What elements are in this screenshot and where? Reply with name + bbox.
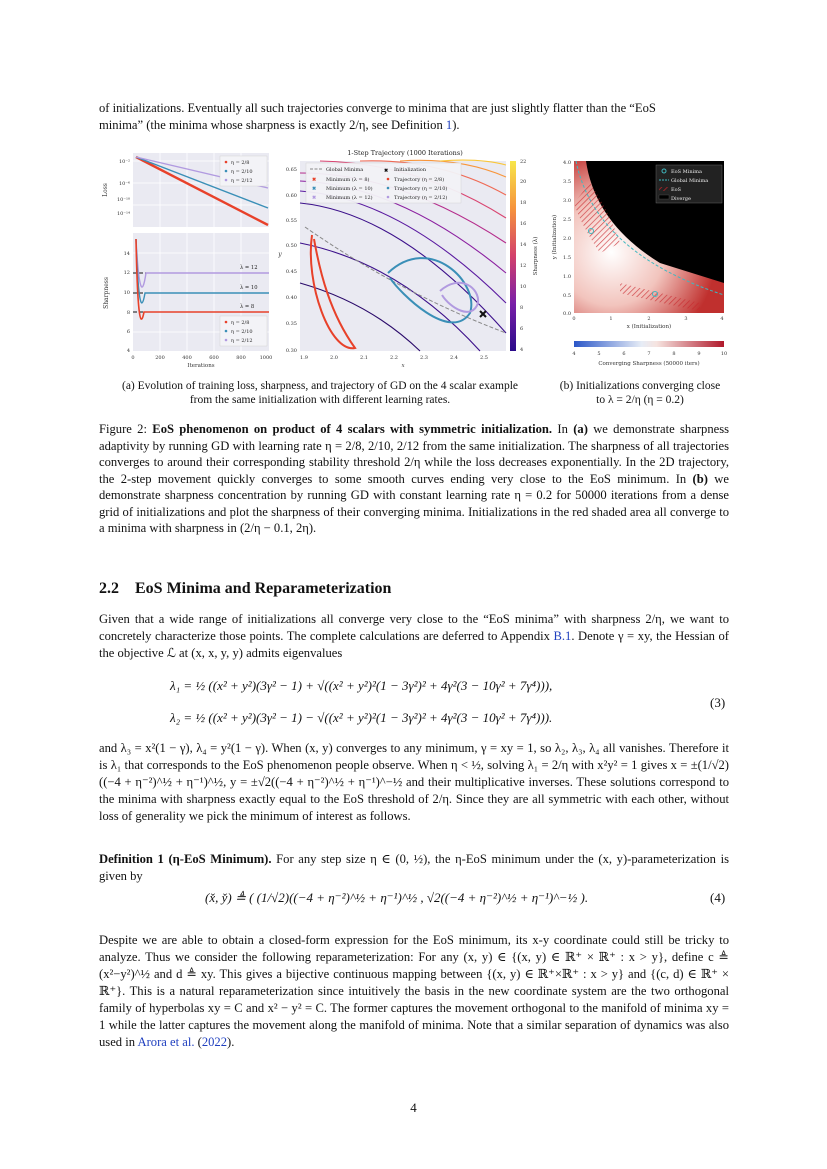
traj-xtick: 1.9 (300, 355, 308, 361)
subcaption-b-line2: to λ = 2/η (η = 0.2) (596, 394, 684, 406)
sharp-ytick: 4 (126, 348, 130, 354)
definition-head: Definition 1 (99, 852, 164, 866)
sharp-ytick: 12 (123, 270, 130, 276)
loss-ytick: 10⁻² (118, 159, 130, 165)
subcaption-a-line1: (a) Evolution of training loss, sharpness, and trajectory of GD on the 4 scalar example (122, 380, 518, 392)
init-ytick: 0.0 (563, 311, 571, 317)
traj-ytick: 0.55 (285, 218, 297, 224)
citation-year-link[interactable]: 2022 (201, 1035, 228, 1049)
sharp-xtick: 1000 (259, 355, 273, 361)
subcaption-a (100, 379, 540, 407)
para1-text: Given that a wide range of initializations all converge very close to the “EoS minima” with sharpness 2/η, we want to concretely characterize those points. The complete calculations are deferred to Appendix (99, 612, 729, 643)
appendix-link[interactable]: B.1 (553, 629, 572, 643)
para1-text: . Denote γ = xy, the Hessian of the objective ℒ at (x, x, y, y) admits eigenvalues (99, 629, 729, 660)
eq4-line: (x̌, y̌) ≜ ( (1/√2)((−4 + η⁻²)^½ + η⁻¹)^½ , √2((−4 + η⁻²)^½ + η⁻¹)^−½ ). (205, 890, 589, 905)
loss-ytick: 10⁻¹⁴ (116, 211, 130, 217)
traj-ytick: 0.35 (285, 321, 297, 327)
init-legend-item: Global Minima (671, 178, 709, 184)
sharp-legend-item: η = 2/12 (231, 338, 253, 344)
init-ytick: 0.5 (563, 293, 571, 299)
init-ytick: 2.0 (563, 236, 571, 242)
citation-link[interactable]: Arora et al. (137, 1035, 195, 1049)
cbar-tick: 12 (520, 263, 527, 269)
caption-text: we demonstrate sharpness concentration by running GD with constant learning rate η = 0.2 for 50000 iterations from a dense grid of initializations and plot the sharpness of their converging minima. Initializations in the red shaded area all converge to a minima with sharpness in (2/η − 0.1, 2η). (99, 471, 729, 535)
init-colorbar (574, 341, 724, 347)
init-cbar-label: Converging Sharpness (50000 iters) (598, 361, 700, 367)
init-ytick: 2.5 (563, 217, 571, 223)
figure-caption (99, 421, 729, 537)
traj-xtick: 2.3 (420, 355, 428, 361)
loss-legend (220, 156, 267, 186)
sharp-legend-item: η = 2/8 (231, 320, 250, 326)
sharp-xtick: 600 (209, 355, 219, 361)
caption-text: we demonstrate sharpness adaptivity by running GD with learning rate η = 2/8, 2/10, 2/12 from the same initialization. The sharpness of all trajectories converges to around their corresponding stability threshold 2/η while the loss decreases exponentially. In the 2D trajectory, the 2-step movement quickly converges to some smooth curves ending very close to the EoS minimum. In (99, 422, 730, 486)
traj-legend (306, 163, 461, 203)
hline-label: λ = 12 (240, 265, 258, 271)
eq3-line2: λ₂ = ½ ((x² + y²)(3γ² − 1) − √((x² + y²)²(1 − 3γ²)² + 4γ²(3 − 10γ² + 7γ⁴))). (170, 710, 553, 725)
traj-ytick: 0.60 (285, 193, 297, 199)
intro-paragraph (99, 100, 729, 134)
paragraph-1 (99, 611, 729, 662)
init-cbar-tick: 9 (697, 351, 701, 357)
traj-legend-item: Trajectory (η = 2/10) (394, 186, 448, 192)
traj-ytick: 0.45 (285, 269, 297, 275)
section-title: EoS Minima and Reparameterization (135, 580, 392, 597)
traj-xtick: 2.2 (390, 355, 398, 361)
caption-a-ref: (a) (573, 422, 588, 436)
init-xtick: 4 (720, 316, 724, 322)
loss-panel (102, 153, 269, 227)
definition-link[interactable]: 1 (445, 118, 453, 132)
init-legend-item: EoS (671, 187, 682, 193)
eq3-number: (3) (710, 695, 726, 710)
sharp-xlabel: Iterations (187, 363, 215, 369)
hline-label: λ = 10 (240, 285, 258, 291)
loss-legend-item: η = 2/12 (231, 178, 253, 184)
loss-ylabel: Loss (102, 183, 109, 197)
traj-xtick: 2.4 (450, 355, 458, 361)
init-ytick: 3.0 (563, 198, 571, 204)
definition-text: For any step size η ∈ (0, ½), the η-EoS minimum under the (x, y)-parameterization is given by (99, 852, 729, 883)
paragraph-2 (99, 740, 729, 825)
init-ytick: 4.0 (563, 160, 571, 166)
traj-xtick: 2.1 (360, 355, 368, 361)
sharp-legend-item: η = 2/10 (231, 329, 253, 335)
init-xtick: 0 (572, 316, 576, 322)
para2-text: and λ₃ = x²(1 − γ), λ₄ = y²(1 − γ). When (x, y) converges to any minimum, γ = xy = 1, so λ₂, λ₃, λ₄ all vanishes. Therefore it is λ₁ that corresponds to the EoS phenomenon people observe. When η < ½, solving λ₁ = 2/η with x²y² = 1 gives x = ±(1/√2)((−4 + η⁻²)^½ + η⁻¹)^½, y = ±√2((−4 + η⁻²)^½ + η⁻¹)^−½ and their multiplicative inverses. These solutions correspond to the minima with sharpness exactly equal to the EoS threshold of 2/η. Since they are all symmetric with each other, without loss of generality we pick the minimum of interest as follows. (99, 741, 729, 823)
traj-legend-item: Initialization (394, 167, 427, 173)
cbar-tick: 8 (520, 305, 524, 311)
figure-2 (100, 143, 730, 393)
figure-svg (100, 143, 730, 393)
loss-legend-item: η = 2/8 (231, 160, 250, 166)
init-xtick: 3 (684, 316, 688, 322)
init-ylabel: y (Initialization) (552, 214, 558, 260)
cbar-tick: 6 (520, 326, 524, 332)
cbar-tick: 18 (520, 200, 527, 206)
svg-text:✖: ✖ (312, 186, 317, 192)
sharp-legend (220, 316, 267, 346)
traj-ytick: 0.30 (285, 348, 297, 354)
sharp-xtick: 0 (131, 355, 135, 361)
caption-title: EoS phenomenon on product of 4 scalars with symmetric initialization. (152, 422, 553, 436)
caption-text: In (552, 422, 574, 436)
subcaption-b (545, 379, 735, 407)
loss-ytick: 10⁻¹⁰ (116, 197, 130, 203)
svg-text:✖: ✖ (312, 177, 317, 183)
intro-line2b: ). (452, 118, 460, 132)
init-panel (551, 160, 727, 367)
init-legend-item: Diverge (671, 196, 691, 202)
traj-ytick: 0.65 (285, 167, 297, 173)
caption-label: Figure 2: (99, 422, 147, 436)
section-heading (99, 580, 391, 598)
cbar-tick: 14 (520, 242, 527, 248)
traj-xlabel: x (401, 363, 405, 369)
init-legend-item: EoS Minima (671, 169, 702, 175)
subcaption-b-line1: (b) Initializations converging close (559, 380, 721, 392)
sharp-ylabel: Sharpness (103, 277, 110, 309)
traj-xtick: 2.5 (480, 355, 488, 361)
sharp-ytick: 6 (126, 329, 130, 335)
cbar-tick: 4 (520, 347, 524, 353)
cbar-tick: 20 (520, 179, 527, 185)
eq3-line1: λ₁ = ½ ((x² + y²)(3γ² − 1) + √((x² + y²)²(1 − 3γ²)² + 4γ²(3 − 10γ² + 7γ⁴))), (170, 678, 553, 693)
init-xlabel: x (Initialization) (626, 324, 672, 330)
traj-cbar-label: Sharpness (λ) (533, 236, 539, 276)
traj-ytick: 0.50 (285, 243, 297, 249)
page-number: 4 (410, 1100, 417, 1115)
sharp-ytick: 14 (123, 251, 130, 257)
hline-label: λ = 8 (240, 304, 255, 310)
svg-text:✖: ✖ (384, 168, 389, 174)
svg-text:✖: ✖ (312, 195, 317, 201)
init-cbar-tick: 4 (572, 351, 576, 357)
cbar-tick: 22 (520, 159, 527, 165)
traj-title: 1-Step Trajectory (1000 Iterations) (347, 149, 463, 157)
para3-text: ). (227, 1035, 235, 1049)
init-xtick: 1 (609, 316, 613, 322)
sharp-xtick: 200 (155, 355, 165, 361)
init-ytick: 1.5 (563, 255, 571, 261)
init-cbar-tick: 7 (647, 351, 651, 357)
traj-legend-item: Trajectory (η = 2/12) (394, 195, 448, 201)
intro-line1: of initializations. Eventually all such trajectories converge to minima that are just slightly flatter than the “EoS (99, 101, 656, 115)
definition-1 (99, 851, 729, 885)
sharp-xtick: 800 (236, 355, 246, 361)
init-cbar-tick: 6 (622, 351, 626, 357)
definition-name: (η-EoS Minimum). (163, 852, 272, 866)
traj-legend-item: Minimum (λ = 12) (326, 195, 373, 201)
init-ytick: 3.5 (563, 179, 571, 185)
loss-ytick: 10⁻⁶ (118, 181, 130, 187)
sharp-ytick: 10 (123, 290, 130, 296)
para3-text: ( (194, 1035, 202, 1049)
trajectory-panel (277, 149, 539, 369)
cbar-tick: 10 (520, 284, 527, 290)
traj-ylabel: y (278, 251, 282, 258)
eq4-number: (4) (710, 890, 726, 905)
subcaption-a-line2: from the same initialization with different learning rates. (189, 394, 451, 406)
sharpness-panel (103, 233, 272, 369)
traj-legend-item: Global Minima (326, 167, 364, 173)
sharp-xtick: 400 (182, 355, 192, 361)
init-xtick: 2 (647, 316, 651, 322)
paragraph-3 (99, 932, 729, 1051)
init-cbar-tick: 5 (597, 351, 601, 357)
para3-text: Despite we are able to obtain a closed-form expression for the EoS minimum, its x-y coordinate could still be tricky to analyze. Thus we consider the following reparameterization: For any (x, y) ∈ {(x, y) ∈ ℝ⁺ × ℝ⁺ : x > y}, define c ≜ (x²−y²)^½ and d ≜ xy. This gives a bijective continuous mapping between {(x, y) ∈ ℝ⁺×ℝ⁺ : x > y} and {(c, d) ∈ ℝ⁺ × ℝ⁺}. This is a natural reparameterization since intuitively the basis in the new coordinate system are the two orthogonal family of hyperbolas xy = C and x² − y² = C. The former captures the movement orthogonal to the manifold of minima xy = 1 while the latter captures the movement along the manifold of minima. Note that a similar separation of dynamics was also used in (99, 933, 729, 1049)
traj-xtick: 2.0 (330, 355, 338, 361)
intro-line2a: minima” (the minima whose sharpness is exactly 2/η, see Definition (99, 118, 446, 132)
traj-legend-item: Trajectory (η = 2/8) (394, 177, 445, 183)
init-legend (656, 165, 722, 203)
caption-b-ref: (b) (692, 471, 708, 486)
init-cbar-tick: 8 (672, 351, 676, 357)
init-ytick: 1.0 (563, 274, 571, 280)
cbar-tick: 16 (520, 221, 527, 227)
traj-legend-item: Minimum (λ = 10) (326, 186, 373, 192)
section-number: 2.2 (99, 580, 119, 597)
traj-ytick: 0.40 (285, 295, 297, 301)
traj-legend-item: Minimum (λ = 8) (326, 177, 370, 183)
loss-legend-item: η = 2/10 (231, 169, 253, 175)
init-cbar-tick: 10 (720, 351, 728, 357)
sharp-ytick: 8 (126, 310, 130, 316)
traj-colorbar (510, 161, 516, 351)
